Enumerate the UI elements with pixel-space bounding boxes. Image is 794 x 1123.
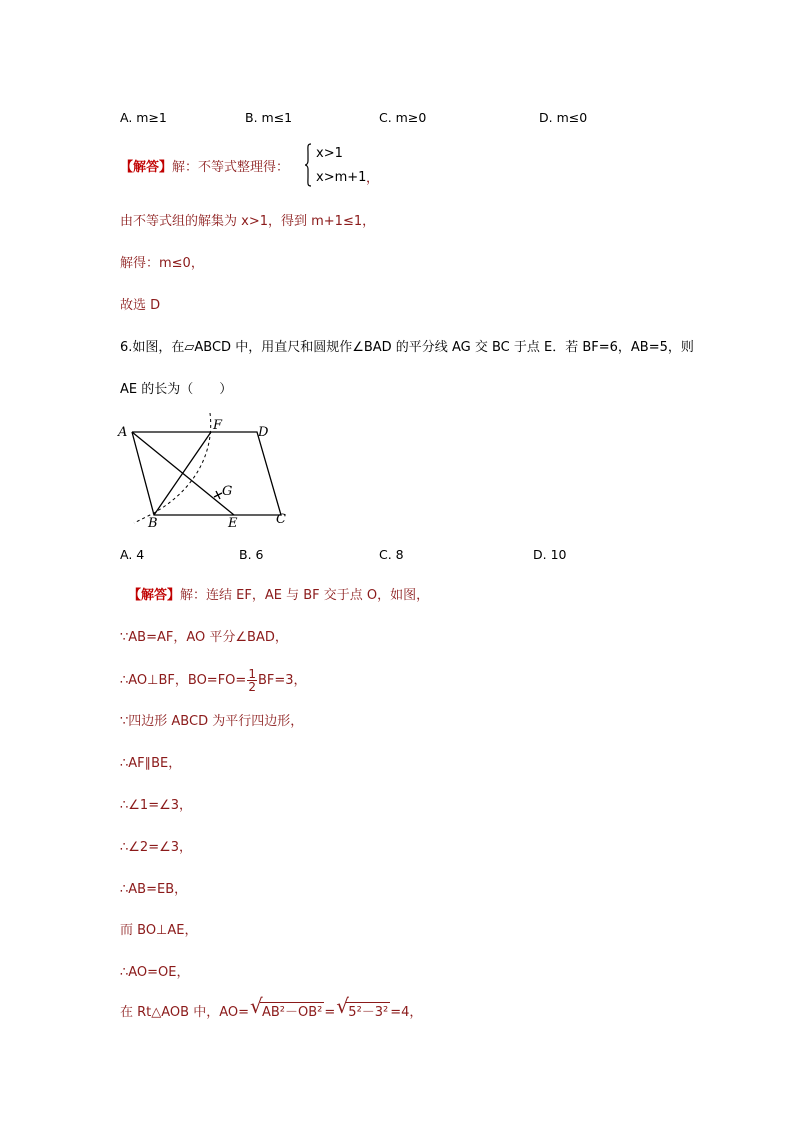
q6-solution-line-4: ∴AF∥BE， bbox=[120, 756, 182, 771]
q6-option-d: D. 10 bbox=[533, 547, 567, 562]
solution-tag: 【解答】 bbox=[120, 160, 173, 175]
q5-option-b: B. m≤1 bbox=[245, 110, 293, 125]
fraction-denominator: 2 bbox=[248, 680, 256, 694]
line-10-pre: 在 Rt△AOB 中，AO= bbox=[120, 1005, 249, 1020]
q6-option-b: B. 6 bbox=[239, 547, 264, 562]
compass-arc-dashed bbox=[134, 413, 211, 523]
label-c: C bbox=[276, 512, 286, 527]
solution-tag: 【解答】 bbox=[128, 588, 181, 603]
segment-bf bbox=[154, 432, 211, 515]
q6-solution-line-6: ∴∠2=∠3， bbox=[120, 840, 193, 855]
q6-solution-line-2 bbox=[120, 668, 307, 693]
q5-solution-intro bbox=[120, 159, 289, 177]
line-2-post: BF=3， bbox=[257, 673, 307, 688]
q6-solution-line-7: ∴AB=EB， bbox=[120, 882, 188, 897]
q5-option-c: C. m≥0 bbox=[379, 110, 427, 125]
q6-stem-line-1: 6.如图，在▱ABCD 中，用直尺和圆规作∠BAD 的平分线 AG 交 BC 于点 E．若 BF=6，AB=5，则 bbox=[120, 340, 694, 355]
q5-solution-line-4: 故选 D bbox=[120, 298, 161, 313]
label-d: D bbox=[258, 425, 269, 440]
left-brace-icon bbox=[304, 143, 312, 187]
line-2-pre: ∴AO⊥BF，BO=FO= bbox=[120, 673, 247, 688]
q6-solution-line-10 bbox=[120, 994, 423, 1022]
q6-solution-line-8: 而 BO⊥AE， bbox=[120, 923, 198, 938]
radicand-1: AB²－OB² bbox=[260, 1002, 324, 1020]
equals-sign: = bbox=[324, 1005, 336, 1020]
label-e: E bbox=[228, 516, 238, 530]
q6-solution-line-1: ∵AB=AF，AO 平分∠BAD， bbox=[120, 630, 288, 645]
parallelogram-figure bbox=[110, 405, 300, 530]
inequality-row-2: x>m+1 bbox=[316, 170, 367, 185]
q5-solution-line-3: 解得：m≤0， bbox=[120, 256, 204, 271]
fraction-numerator: 1 bbox=[248, 667, 256, 681]
sqrt-expression-2: √ 5²－3² bbox=[336, 994, 389, 1020]
inequality-system bbox=[304, 143, 380, 193]
solution-intro-text: 解：连结 EF，AE 与 BF 交于点 O，如图， bbox=[180, 588, 430, 603]
line-10-post: =4， bbox=[390, 1005, 423, 1020]
fraction-one-half bbox=[247, 668, 257, 693]
q6-option-a: A. 4 bbox=[120, 547, 145, 562]
solution-intro-text: 解：不等式整理得： bbox=[172, 160, 290, 175]
inequality-row-1: x>1 bbox=[316, 146, 343, 161]
label-g: G bbox=[222, 484, 233, 499]
inequality-after: ， bbox=[366, 171, 380, 186]
radicand-2: 5²－3² bbox=[346, 1002, 390, 1020]
q5-option-a: A. m≥1 bbox=[120, 110, 167, 125]
q5-option-d: D. m≤0 bbox=[539, 110, 588, 125]
sqrt-expression-1: √ AB²－OB² bbox=[250, 994, 323, 1020]
label-f: F bbox=[213, 418, 223, 433]
q6-solution-intro bbox=[128, 587, 429, 605]
q6-option-c: C. 8 bbox=[379, 547, 404, 562]
q6-solution-line-3: ∵四边形 ABCD 为平行四边形， bbox=[120, 714, 304, 729]
parallelogram-abcd bbox=[132, 432, 281, 515]
q6-solution-line-5: ∴∠1=∠3， bbox=[120, 798, 193, 813]
label-a: A bbox=[118, 425, 128, 440]
q5-solution-line-2: 由不等式组的解集为 x>1，得到 m+1≤1， bbox=[120, 214, 376, 229]
q6-solution-line-9: ∴AO=OE， bbox=[120, 965, 190, 980]
q6-stem-line-2: AE 的长为（ ） bbox=[120, 382, 233, 397]
label-b: B bbox=[148, 516, 158, 530]
